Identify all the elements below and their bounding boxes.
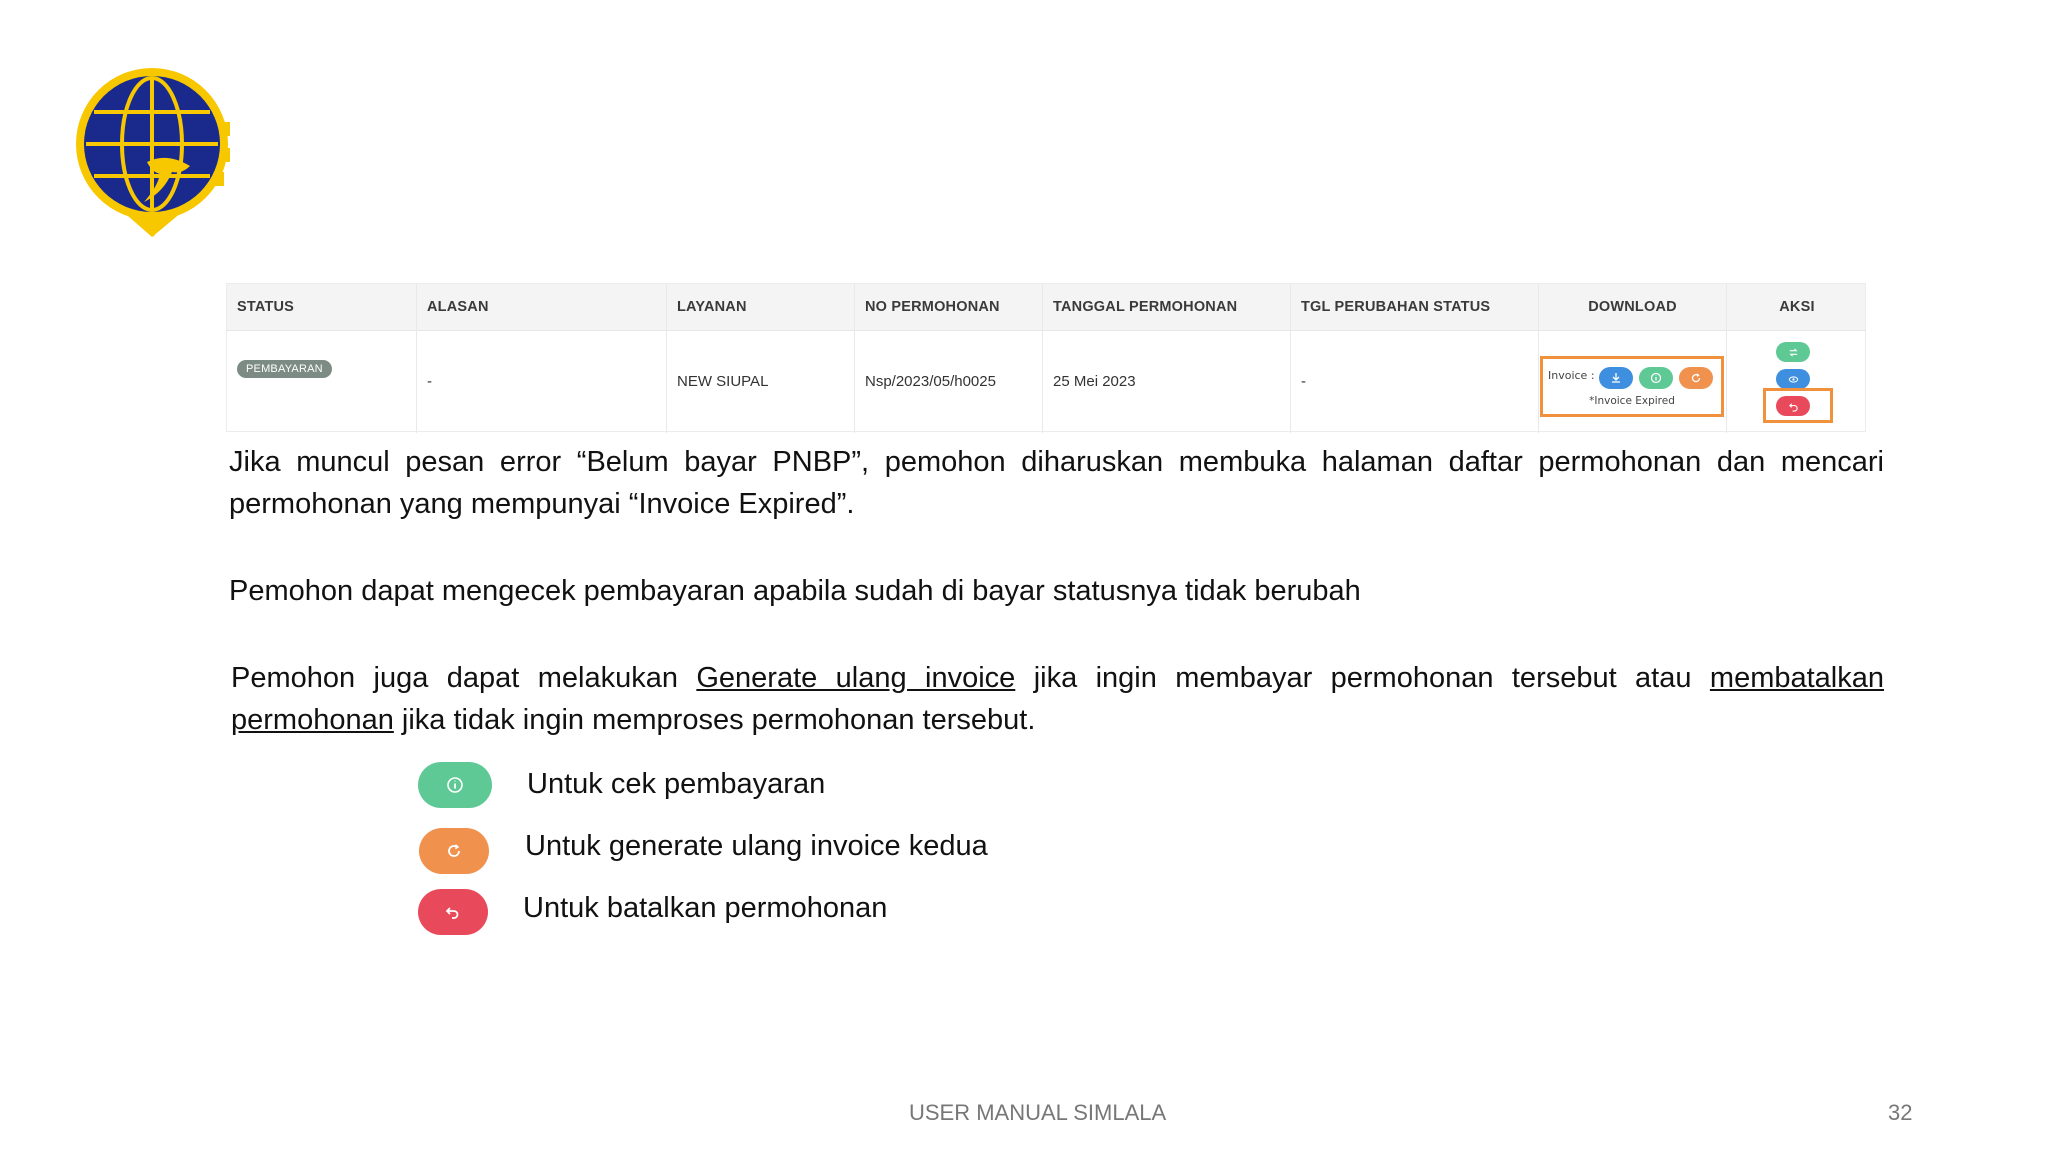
tgl-perubahan-status-cell: -	[1291, 330, 1539, 433]
legend-batalkan-label: Untuk batalkan permohonan	[523, 892, 888, 924]
undo-icon	[443, 902, 463, 922]
eye-icon	[1788, 374, 1799, 385]
legend-generate-invoice-button	[419, 828, 489, 874]
aksi-cancel-button[interactable]	[1776, 396, 1810, 416]
legend-batalkan-button	[418, 889, 488, 935]
page-number: 32	[1888, 1100, 1913, 1125]
generate-ulang-invoice-link: Generate ulang invoice	[696, 662, 1016, 694]
paragraph-text-c: jika tidak ingin memproses permohonan tersebut.	[393, 704, 1036, 736]
status-badge: PEMBAYARAN	[237, 360, 332, 378]
undo-icon	[1788, 401, 1799, 412]
invoice-download-highlight	[1540, 356, 1724, 417]
download-invoice-button[interactable]	[1599, 367, 1633, 389]
download-icon	[1610, 372, 1622, 384]
legend-cek-pembayaran-label: Untuk cek pembayaran	[527, 768, 826, 800]
paragraph-text-a: Pemohon juga dapat melakukan	[231, 662, 697, 694]
aksi-swap-button[interactable]	[1776, 342, 1810, 362]
info-icon	[1650, 372, 1662, 384]
header-download: DOWNLOAD	[1539, 284, 1727, 330]
aksi-view-button[interactable]	[1776, 369, 1810, 389]
status-cell	[227, 330, 417, 433]
info-icon	[445, 775, 465, 795]
no-permohonan-cell: Nsp/2023/05/h0025	[855, 330, 1043, 433]
header-alasan: ALASAN	[417, 284, 667, 330]
paragraph-cek-pembayaran: Pemohon dapat mengecek pembayaran apabila sudah di bayar statusnya tidak berubah	[229, 575, 1361, 607]
header-no-permohonan: NO PERMOHONAN	[855, 284, 1043, 330]
membatalkan-permohonan-link: membatalkan permohonan	[231, 662, 1884, 736]
alasan-cell: -	[417, 330, 667, 433]
layanan-cell: NEW SIUPAL	[667, 330, 855, 433]
paragraph-text-b: jika ingin membayar permohonan tersebut atau	[1015, 662, 1710, 694]
invoice-label: Invoice :	[1548, 369, 1595, 382]
paragraph-generate-batal	[231, 657, 1884, 741]
tanggal-permohonan-cell: 25 Mei 2023	[1043, 330, 1291, 433]
header-status: STATUS	[227, 284, 417, 330]
ministry-logo	[72, 62, 232, 238]
header-tgl-perubahan-status: TGL PERUBAHAN STATUS	[1291, 284, 1539, 330]
header-layanan: LAYANAN	[667, 284, 855, 330]
legend-generate-invoice-label: Untuk generate ulang invoice kedua	[525, 830, 988, 862]
legend-cek-pembayaran-button	[418, 762, 492, 808]
cek-pembayaran-button[interactable]	[1639, 367, 1673, 389]
header-tanggal-permohonan: TANGGAL PERMOHONAN	[1043, 284, 1291, 330]
table-header-row	[227, 284, 1865, 331]
footer-title: USER MANUAL SIMLALA	[909, 1100, 1167, 1125]
refresh-icon	[1690, 372, 1702, 384]
swap-icon	[1788, 347, 1799, 358]
invoice-expired-note: *Invoice Expired	[1589, 395, 1675, 407]
refresh-icon	[444, 841, 464, 861]
generate-invoice-button[interactable]	[1679, 367, 1713, 389]
header-aksi: AKSI	[1779, 299, 1815, 315]
paragraph-error-info: Jika muncul pesan error “Belum bayar PNBP”, pemohon diharuskan membuka halaman daftar permohonan dan mencari permohonan yang mempunyai “Invoice Expired”.	[229, 446, 1884, 520]
